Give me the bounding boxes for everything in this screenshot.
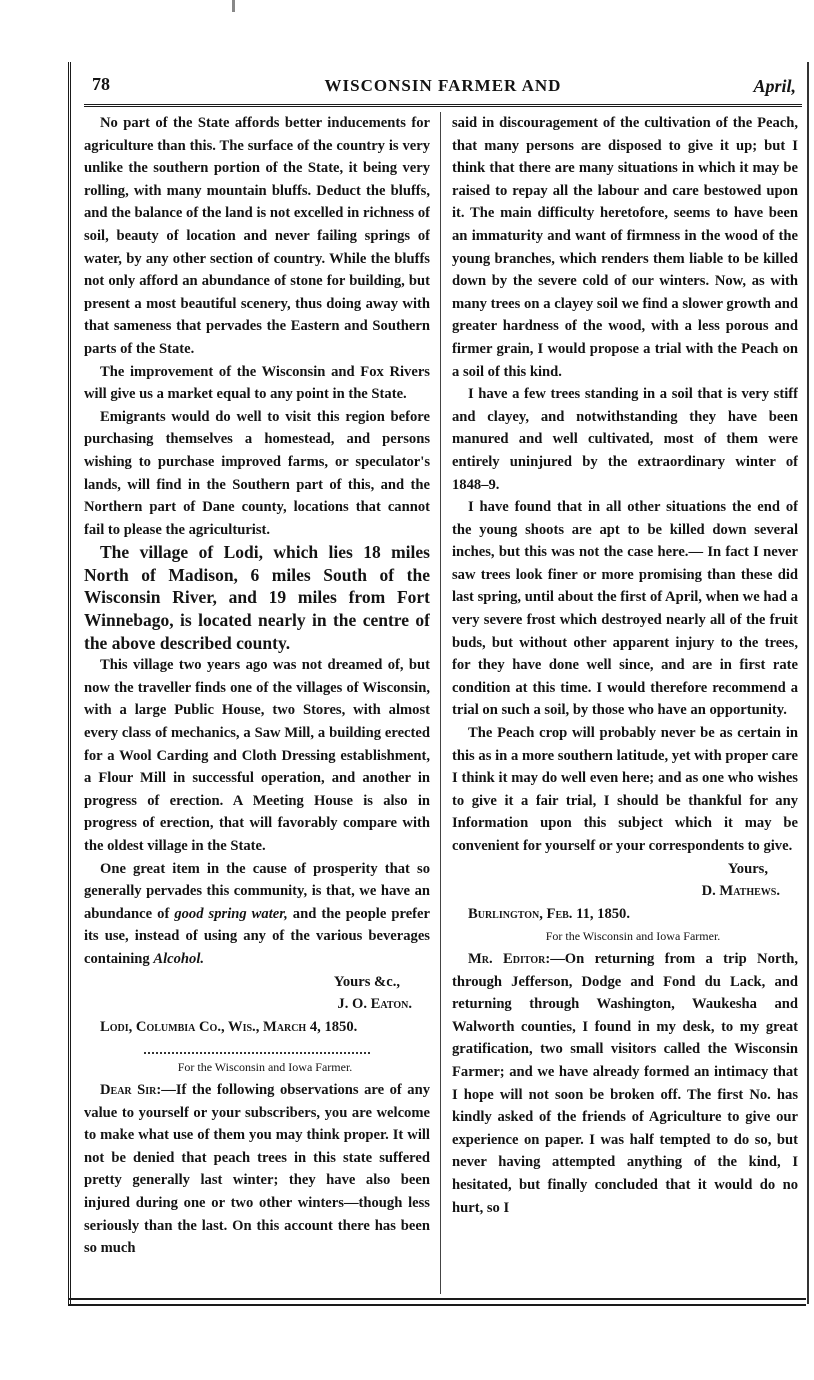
paragraph-peach-crop: The Peach crop will probably never be as certain in this as in a more southern latitude, yet with proper care I think it may do well even here; and as one who wishes to give it a fair trial, I should be thankful for any Information upon this subject which it may be convenient for yourself or your correspondents to give.: [452, 725, 798, 854]
signoff-place: Lodi, Columbia Co., Wis., March 4, 1850.: [100, 1018, 358, 1035]
paragraph-lodi-location: The village of Lodi, which lies 18 miles North of Madison, 6 miles South of the Wisconsin River, and 19 miles from Fort Winnebago, is located nearly in the centre of the above described county.: [84, 542, 430, 653]
bottom-rule-inner: [68, 1304, 806, 1306]
paragraph-bluffs: No part of the State affords better inducements for agriculture than this. The surface of the country is very unlike the southern portion of the State, it being very rolling, with many mountain bluffs. Deduct the bluffs, and the balance of the land is not excelled in richness of soil, beauty of location and never failing springs of water, by any other section of country. While the bluffs not only afford an abundance of stone for building, but present a most beautiful scenery, thus doing away with that sameness that pervades the Eastern and Southern parts of the State.: [84, 115, 430, 357]
signoff-name: J. O. Eaton.: [337, 996, 412, 1013]
running-month: April,: [753, 76, 796, 96]
paragraph-spring-water: One great item in the cause of prosperity that so generally pervades this community, is that, we have an abundance of good spring water, and the people prefer its use, instead of using any of the various beverages containing Alcohol.: [84, 860, 430, 967]
paragraph-lodi-village: This village two years ago was not dreamed of, but now the traveller finds one of the villages of Wisconsin, with a large Public House, two Stores, with almost every class of mechanics, a Saw Mill, a building erected for a Wool Carding and Cloth Dressing establishment, a Flour Mill in successful operation, and another in progress of erection. A Meeting House is also in progress of erection, that will favorably compare with the oldest village in the State.: [84, 657, 430, 854]
running-header: [84, 72, 802, 107]
scan-mark: [232, 0, 235, 12]
paragraph-clayey-trees: I have a few trees standing in a soil that is very stiff and clayey, and notwithstanding they have been manured and well cultivated, most of them were entirely uninjured by the extraordinary winter of 1848–9.: [452, 386, 798, 493]
bottom-rule: [68, 1298, 806, 1300]
letter-credit: For the Wisconsin and Iowa Farmer.: [545, 929, 721, 944]
paragraph-rivers: The improvement of the Wisconsin and Fox Rivers will give us a market equal to any point in the State.: [84, 363, 430, 403]
signoff-name: D. Mathews.: [701, 883, 780, 900]
left-column: [84, 112, 430, 1294]
salutation: Mr. Editor:: [468, 950, 551, 967]
section-divider: [144, 1042, 370, 1054]
signoff-yours: Yours,: [727, 860, 768, 877]
paragraph-peach-discouragement: said in discouragement of the cultivation of the Peach, that many persons are disposed to give it up; but I think that there are many situations in which it may be raised to repay all the labour and care bestowed upon it. The main difficulty heretofore, seems to have been an immaturity and want of firmness in the wood of the young branches, which renders them liable to be killed down by the severe cold of our winters. Now, as with many trees on a clayey soil we find a slower growth and greater hardness of the wood, with a less porous and firmer grain, I would propose a trial with the Peach on a soil of this kind.: [452, 115, 798, 380]
paragraph-editor-letter: Mr. Editor:—On returning from a trip North, through Jefferson, Dodge and Fond du Lack, and returning through Washington, Waukesha and Walworth counties, I found in my desk, to my great gratification, two small visitors called the Wisconsin Farmer; and we have already formed an intimacy that I hope will not soon be broken off. The first No. has kindly asked of the friends of Agriculture to give our experience on paper. I was half tempted to do so, but never having attempted anything of the kind, I hesitated, but finally concluded that it would do no hurt, so I: [452, 950, 798, 1216]
signoff-place: Burlington, Feb. 11, 1850.: [468, 905, 630, 922]
signoff-yours: Yours &c.,: [333, 973, 400, 990]
salutation: Dear Sir:: [100, 1081, 162, 1098]
page-number: 78: [92, 74, 110, 94]
paragraph-peach-intro: Dear Sir:—If the following observations are of any value to yourself or your subscribers, you are welcome to make what use of them you may think proper. It will not be denied that peach trees in this state suffered pretty generally last winter; they have also been injured during one or two other winters—though less seriously than the last. On this account there has been so much: [84, 1081, 430, 1257]
paragraph-young-shoots: I have found that in all other situations the end of the young shoots are apt to be killed down several inches, but this was not the case here.— In fact I never saw trees look finer or more promising than these did last spring, until about the first of April, when we had a very severe frost which destroyed nearly all of the fruit buds, but without other apparent injury to the trees, for they have done well since, and are in first rate condition at this time. I would therefore recommend a trial on such a soil, by those who have an opportunity.: [452, 499, 798, 719]
right-column: [452, 112, 798, 1294]
paragraph-emigrants: Emigrants would do well to visit this region before purchasing themselves a homestead, and persons wishing to purchase improved farms, or speculator's lands, will find in the Southern part of this, and the Northern part of Dane county, locations that cannot fail to please the agriculturist.: [84, 408, 430, 538]
emphasis-spring-water: good spring water,: [174, 905, 288, 922]
letter-credit: For the Wisconsin and Iowa Farmer.: [177, 1060, 353, 1075]
running-title: WISCONSIN FARMER AND: [324, 76, 562, 95]
emphasis-alcohol: Alcohol.: [153, 950, 205, 967]
column-divider: [440, 112, 441, 1294]
